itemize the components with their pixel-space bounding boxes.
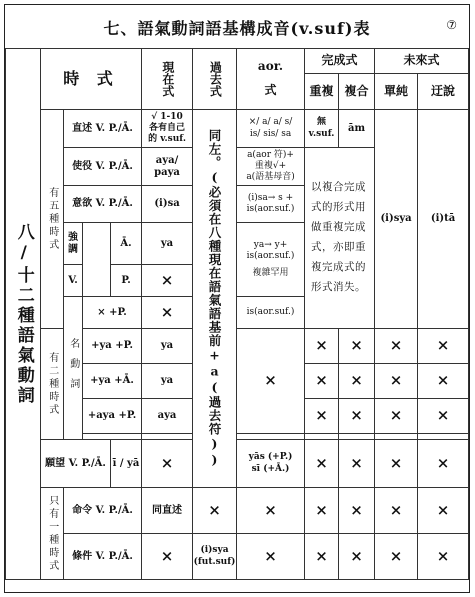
perfect-compound-conditional: × xyxy=(339,534,375,580)
row-conditional: 條件 V. P./Ā. xyxy=(64,534,142,580)
present-ya-a: ya xyxy=(142,364,193,399)
past-imperative: × xyxy=(193,488,237,534)
present-desiderative: (i)sa xyxy=(142,186,193,223)
past-precative: × xyxy=(142,440,193,488)
row-causative: 使役 V. P./Ā. xyxy=(64,148,142,186)
header-present: 現在式 xyxy=(142,49,193,110)
header-tense: 時 式 xyxy=(41,49,142,110)
perfect-compound-ya-a: × xyxy=(339,364,375,399)
perfect-compound-aya-p: × xyxy=(339,399,375,434)
future-peri-ya-p: × xyxy=(418,329,469,364)
perfect-redup-aya-p: × xyxy=(305,399,339,434)
future-simple-precative: × xyxy=(375,440,418,488)
side-one-tense: 只有一種時式 xyxy=(41,488,64,580)
future-simple-ya-p: × xyxy=(375,329,418,364)
perfect-compound-ya-p: × xyxy=(339,329,375,364)
row-imperative: 命令 V. P./Ā. xyxy=(64,488,142,534)
aor-causative: a(aor 符)+ 重複√+ a(語基母音) xyxy=(237,148,305,186)
aor-precative: yās (+P.) sī (+Ā.) xyxy=(237,440,305,488)
perfect-redup-conditional: × xyxy=(305,534,339,580)
past-conditional: (i)sya (fut.suf) xyxy=(193,534,237,580)
header-aor: aor. 式 xyxy=(237,49,305,110)
aor-denom: is(aor.suf.) xyxy=(237,297,305,329)
row-ya-a: +ya +Ā. xyxy=(83,364,142,399)
future-simple-ya-a: × xyxy=(375,364,418,399)
perfect-redup-indicative: 無 v.suf. xyxy=(305,110,339,148)
side-noun-verb: 名動詞 xyxy=(64,297,83,440)
side-five-tenses: 有五種時式 xyxy=(41,110,64,329)
aor-imperative: × xyxy=(237,488,305,534)
header-perfect: 完成式 xyxy=(305,49,375,74)
header-future-simple: 單純 xyxy=(375,74,418,110)
header-perfect-redup: 重複 xyxy=(305,74,339,110)
future-simple-aya-p: × xyxy=(375,399,418,434)
future-simple-five: (i)sya xyxy=(375,110,418,329)
header-past: 過去式 xyxy=(193,49,237,110)
row-desiderative: 意欲 V. P./Ā. xyxy=(64,186,142,223)
side-main-label: 八/十二種語氣動詞 xyxy=(6,49,41,580)
present-intensive-p: × xyxy=(142,265,193,297)
future-peri-conditional: × xyxy=(418,534,469,580)
row-precative: 願望 V. P./Ā. xyxy=(41,440,111,488)
perfect-redup-precative: × xyxy=(305,440,339,488)
row-ya-p: +ya +P. xyxy=(83,329,142,364)
present-intensive-a: ya xyxy=(142,223,193,265)
header-future-peri: 迂說 xyxy=(418,74,469,110)
title-bar xyxy=(5,5,469,49)
perfect-redup-ya-p: × xyxy=(305,329,339,364)
present-causative: aya/ paya xyxy=(142,148,193,186)
page-number-badge: ⑦ xyxy=(446,18,457,32)
present-aya-p: aya xyxy=(142,399,193,434)
aor-conditional: × xyxy=(237,534,305,580)
past-note: 同左。(必須在八種現在語氣語基前+a(過去符)) xyxy=(193,110,237,488)
perfect-compound-indicative: ām xyxy=(339,110,375,148)
perfect-compound-imperative: × xyxy=(339,488,375,534)
row-intensive: 強調 xyxy=(64,223,83,265)
row-denom-p: × +P. xyxy=(83,297,142,329)
future-simple-imperative: × xyxy=(375,488,418,534)
header-future: 未來式 xyxy=(375,49,469,74)
side-two-tenses: 有二種時式 xyxy=(41,329,64,440)
perfect-redup-ya-a: × xyxy=(305,364,339,399)
future-peri-precative: × xyxy=(418,440,469,488)
header-perfect-compound: 複合 xyxy=(339,74,375,110)
aor-desiderative: (i)sa→ s + is(aor.suf.) xyxy=(237,186,305,223)
row-intensive-a: Ā. xyxy=(111,223,142,265)
aor-intensive: ya→ y+ is(aor.suf.) 複雜罕用 xyxy=(237,223,305,297)
row-intensive-p: P. xyxy=(111,265,142,297)
perfect-compound-precative: × xyxy=(339,440,375,488)
aor-indicative: ×/ a/ a/ s/ is/ sis/ sa xyxy=(237,110,305,148)
row-intensive-v-label: V. xyxy=(64,265,83,297)
future-peri-ya-a: × xyxy=(418,364,469,399)
present-conditional: × xyxy=(142,534,193,580)
row-intensive-v xyxy=(83,223,111,297)
present-imperative: 同直述 xyxy=(142,488,193,534)
present-ya-p: ya xyxy=(142,329,193,364)
page-title: 七、語氣動詞語基構成音(v.suf)表 xyxy=(103,19,371,38)
perfect-redup-imperative: × xyxy=(305,488,339,534)
present-denom-p: × xyxy=(142,297,193,329)
table-frame xyxy=(4,4,470,593)
perfect-note: 以複合完成式的形式用做重複完成式，亦即重複完成式的形式消失。 xyxy=(305,148,375,329)
aor-denom-x: × xyxy=(237,329,305,434)
present-precative: ī / yā xyxy=(111,440,142,488)
suffix-table xyxy=(5,48,469,580)
row-aya-p: +aya +P. xyxy=(83,399,142,434)
future-peri-five: (i)tā xyxy=(418,110,469,329)
row-indicative: 直述 V. P./Ā. xyxy=(64,110,142,148)
future-peri-imperative: × xyxy=(418,488,469,534)
future-simple-conditional: × xyxy=(375,534,418,580)
future-peri-aya-p: × xyxy=(418,399,469,434)
present-indicative: √ 1-10 各有自己 的 v.suf. xyxy=(142,110,193,148)
